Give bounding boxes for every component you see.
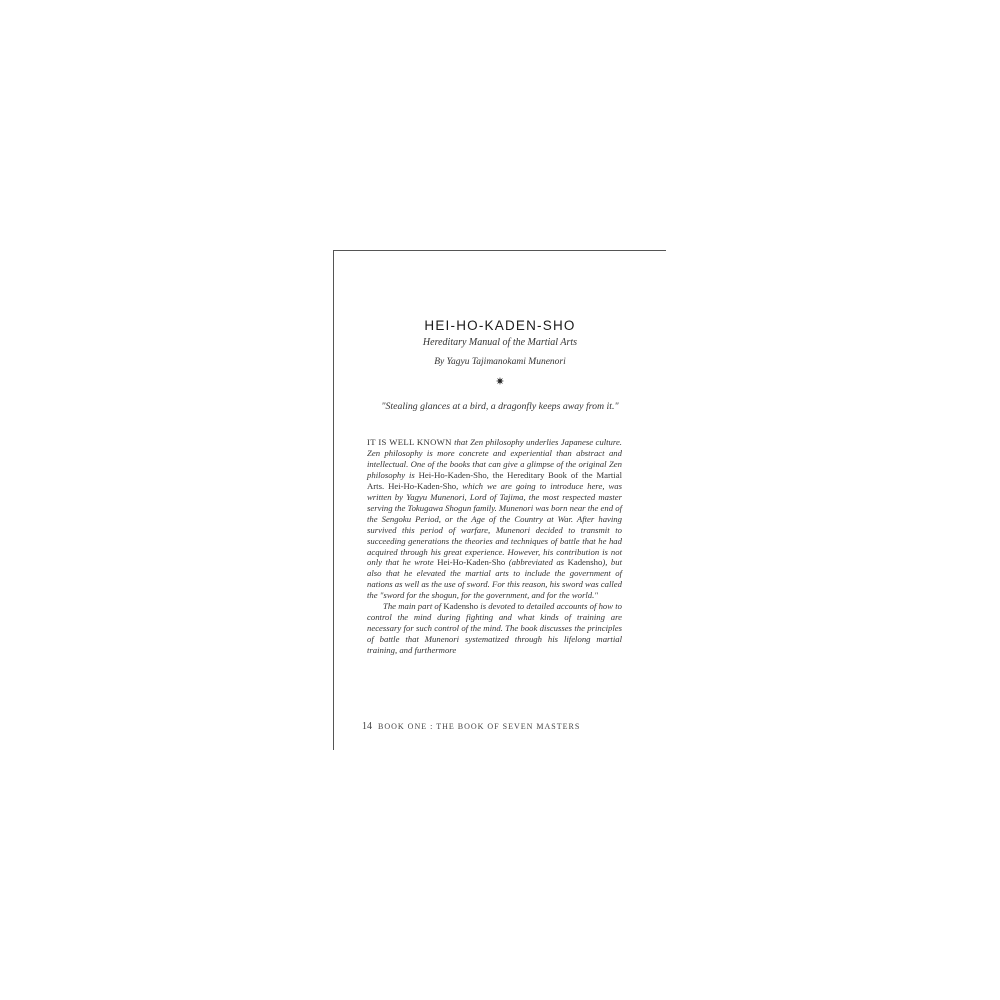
body-paragraph-1 <box>367 437 622 601</box>
body-text-span: is devoted to detailed accounts of how to control the mind during fighting and what kinds of training are necessary for such control of the mind. The book discusses the principles of battle that Munenori systematized through his lifelong martial training, and furthermore <box>367 601 622 656</box>
chapter-subtitle: Hereditary Manual of the Martial Arts <box>422 337 578 348</box>
body-paragraph-2 <box>367 601 622 656</box>
lead-in-smallcaps: IT IS WELL KNOWN <box>367 437 452 447</box>
body-text-span: (abbreviated as <box>505 557 568 568</box>
book-title-roman: Hei-Ho-Kaden-Sho, the Hereditary Book of the Martial Arts. Hei-Ho-Kaden-Sho, <box>367 469 622 491</box>
book-title-roman: Kadensho <box>567 557 603 568</box>
chapter-title: HEI-HO-KADEN-SHO <box>424 318 576 333</box>
body-text-span: ), but also that he elevated the martial arts to include the government of nations as well as the use of sword. For this reason, his sword was called the "sword for the shogun, for the government, and for the world." <box>367 557 622 601</box>
page-top-rule <box>333 250 666 251</box>
star-ornament-icon: ✷ <box>495 375 505 388</box>
page-footer <box>362 721 580 732</box>
body-text-span: that Zen philosophy underlies Japanese culture. Zen philosophy is more concrete and experiential than abstract and intellectual. One of the books that can give a glimpse of the original Zen philosophy is <box>367 437 622 480</box>
running-head: BOOK ONE : THE BOOK OF SEVEN MASTERS <box>378 722 581 731</box>
book-title-roman: Kadensho <box>443 601 479 612</box>
epigraph-quote: "Stealing glances at a bird, a dragonfly keeps away from it." <box>381 401 619 412</box>
author-byline: By Yagyu Tajimanokami Munenori <box>434 357 566 367</box>
book-title-roman: Hei-Ho-Kaden-Sho <box>437 557 506 568</box>
page-number: 14 <box>362 721 372 732</box>
body-text <box>367 437 622 656</box>
body-text-span: The main part of <box>383 601 444 612</box>
body-text-span: which we are going to introduce here, was written by Yagyu Munenori, Lord of Tajima, the most respected master serving the Tokugawa Shogun family. Munenori was born near the end of the Sengoku Period, or the Age of the Country at War. After having survived this period of warfare, Munenori decided to transmit to succeeding generations the theories and techniques of battle that he had acquired through his great experience. However, his contribution is not only that he wrote <box>367 480 623 568</box>
